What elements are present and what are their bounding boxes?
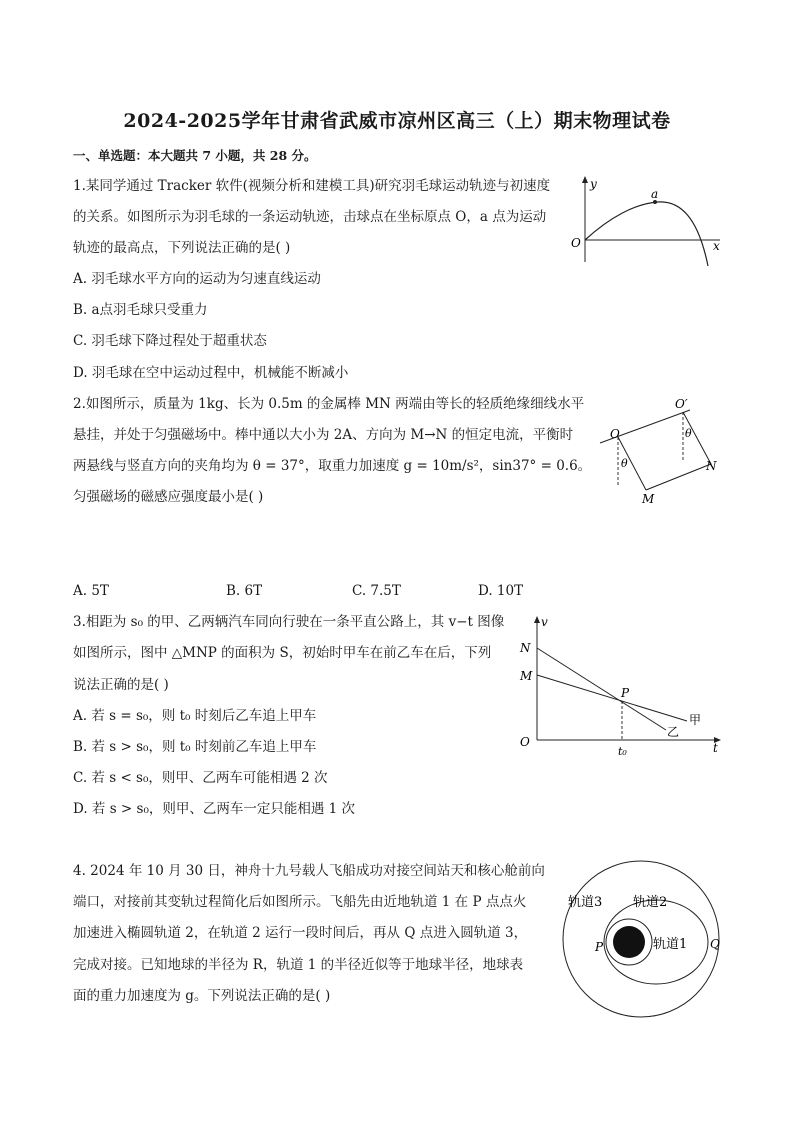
o-prime-label: O′	[675, 397, 688, 411]
question-text-line: 如图所示，图中 △MNP 的面积为 S，初始时甲车在前乙车在后，下列	[73, 645, 492, 661]
question-text-line: 加速进入椭圆轨道 2，在轨道 2 运行一段时间后，再从 Q 点进入圆轨道 3，	[73, 925, 528, 941]
theta-left-label: θ	[621, 457, 628, 470]
question-text-line: 完成对接。已知地球的半径为 R，轨道 1 的半径近似等于地球半径，地球表	[73, 957, 524, 973]
question-text-line: 匀强磁场的磁感应强度最小是( )	[73, 489, 264, 505]
y-axis-arrow	[582, 176, 588, 183]
section-heading: 一、单选题：本大题共 7 小题，共 28 分。	[73, 148, 317, 163]
orbit-figure	[550, 858, 732, 1020]
orbit-3-label: 轨道3	[568, 895, 603, 910]
a-label: a	[651, 187, 659, 201]
option-b: B. a点羽毛球只受重力	[73, 302, 208, 318]
yi-label: 乙	[667, 725, 680, 739]
p-label: P	[595, 940, 604, 954]
t-label: t	[713, 741, 718, 755]
q-label: Q	[710, 937, 720, 951]
option-a: A. 若 s = s₀，则 t₀ 时刻后乙车追上甲车	[73, 708, 317, 724]
theta-right-label: θ	[685, 427, 692, 440]
orbit-1-label: 轨道1	[653, 937, 688, 952]
question-text-line: 两悬线与竖直方向的夹角均为 θ = 37°，取重力加速度 g = 10m/s²，sin37° = 0.6。	[73, 458, 592, 474]
metal-rod	[646, 464, 711, 490]
m-label: M	[642, 492, 655, 506]
option-a: A. 5T	[73, 583, 109, 599]
question-text-line: 2.如图所示，质量为 1kg、长为 0.5m 的金属棒 MN 两端由等长的轻质绝缘细线水平	[73, 396, 585, 412]
question-text-line: 说法正确的是( )	[73, 677, 169, 693]
question-text-line: 的关系。如图所示为羽毛球的一条运动轨迹，击球点在坐标原点 O，a 点为运动	[73, 209, 547, 225]
n-label: N	[520, 641, 531, 655]
n-label: N	[706, 459, 717, 473]
question-text-line: 4. 2024 年 10 月 30 日，神舟十九号载人飞船成功对接空间站天和核心舱前向	[73, 863, 545, 879]
question-text-line: 轨迹的最高点，下列说法正确的是( )	[73, 240, 291, 256]
t0-label: t₀	[618, 745, 627, 758]
m-label: M	[520, 669, 533, 683]
option-c: C. 若 s < s₀，则甲、乙两车可能相遇 2 次	[73, 770, 328, 786]
origin-label: O	[520, 735, 530, 749]
v-label: v	[541, 615, 548, 629]
x-label: x	[713, 239, 720, 253]
page-title: 2024-2025学年甘肃省武威市凉州区高三（上）期末物理试卷	[123, 110, 671, 132]
option-a: A. 羽毛球水平方向的运动为匀速直线运动	[73, 271, 321, 287]
origin-label: O	[571, 236, 581, 250]
v-t-graph	[515, 612, 727, 762]
question-text-line: 面的重力加速度为 g。下列说法正确的是( )	[73, 988, 331, 1004]
question-text-line: 悬挂，并处于匀强磁场中。棒中通以大小为 2A、方向为 M→N 的恒定电流，平衡时	[73, 427, 574, 443]
option-c: C. 7.5T	[352, 583, 401, 599]
jia-label: 甲	[689, 713, 702, 727]
earth	[613, 926, 645, 958]
question-text-line: 3.相距为 s₀ 的甲、乙两辆汽车同向行驶在一条平直公路上，其 v−t 图像	[73, 614, 505, 630]
o-label: O	[610, 427, 620, 441]
v-axis-arrow	[534, 616, 540, 623]
question-text-line: 1.某同学通过 Tracker 软件(视频分析和建模工具)研究羽毛球运动轨迹与初速度	[73, 178, 551, 194]
option-b: B. 6T	[226, 583, 263, 599]
metal-rod-figure	[596, 392, 726, 510]
trajectory-figure	[565, 172, 725, 266]
option-d: D. 若 s > s₀，则甲、乙两车一定只能相遇 1 次	[73, 801, 356, 817]
y-label: y	[590, 177, 597, 191]
option-b: B. 若 s > s₀，则 t₀ 时刻前乙车追上甲车	[73, 739, 317, 755]
orbit-2-label: 轨道2	[633, 895, 668, 910]
line-jia	[537, 675, 687, 721]
option-d: D. 羽毛球在空中运动过程中，机械能不断减小	[73, 365, 349, 381]
question-text-line: 端口，对接前其变轨过程简化后如图所示。飞船先由近地轨道 1 在 P 点点火	[73, 894, 527, 910]
option-d: D. 10T	[478, 583, 524, 599]
p-label: P	[621, 686, 630, 700]
line-yi	[537, 648, 666, 730]
option-c: C. 羽毛球下降过程处于超重状态	[73, 333, 267, 349]
trajectory-curve	[585, 202, 708, 266]
